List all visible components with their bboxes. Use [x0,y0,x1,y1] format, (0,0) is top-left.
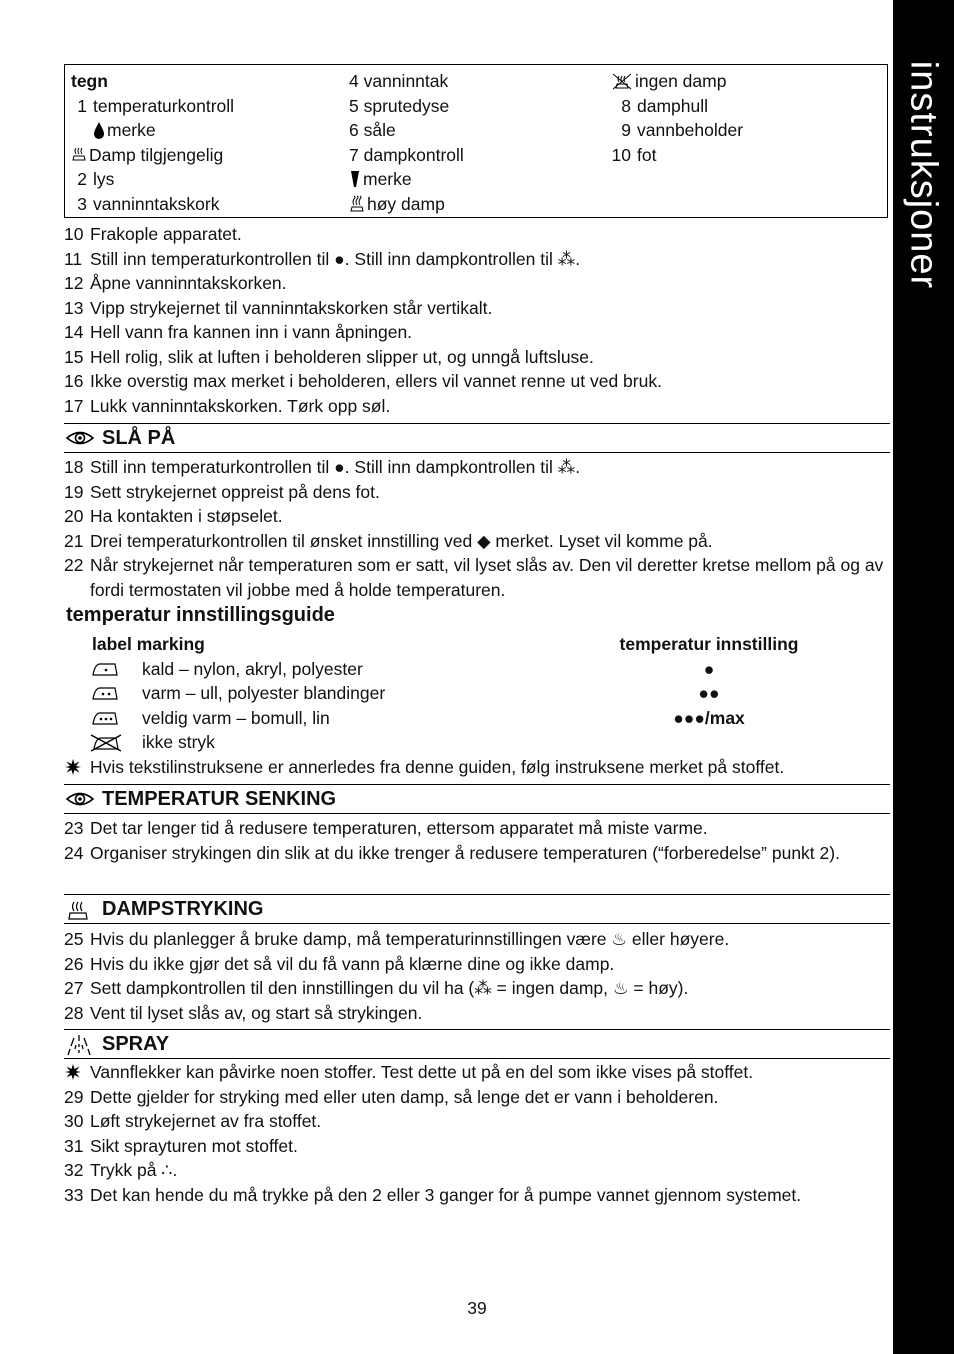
guide-row: varm – ull, polyester blandinger ●● [64,681,890,706]
legend-col-2 [349,69,464,216]
no-steam-icon [611,72,633,90]
guide-note: Hvis tekstilinstruksene er annerledes fra denne guiden, følg instruksene merket på stoffet. [64,755,890,780]
guide-title: temperatur innstillingsguide [66,604,335,626]
section-title: SLÅ PÅ [102,427,176,449]
iron-2dot-icon [90,685,120,701]
eye-icon [66,788,94,810]
step-item: 14 Hell vann fra kannen inn i vann åpningen. [64,322,413,342]
legend-item: merke [71,118,234,143]
step-item: 15 Hell rolig, slik at luften i beholderen slipper ut, og unngå luftsluse. [64,346,594,367]
legend-col-3 [611,69,743,167]
legend-item: Damp tilgjengelig [71,143,234,168]
step-item: 31 Sikt sprayturen mot stoffet. [64,1135,298,1156]
steps-temp [64,816,890,865]
section-header-spray [64,1029,890,1059]
no-iron-icon [90,734,122,752]
high-steam-icon [349,195,365,213]
step-item: 12 Åpne vanninntakskorken. [64,273,287,293]
steps-spray [64,1060,890,1207]
legend-item: 8 damphull [621,95,709,116]
pointer-icon [349,170,361,188]
step-item: 10 Frakople apparatet. [64,224,242,244]
steps-on [64,455,890,602]
step-item: 16 Ikke overstig max merket i beholderen, ellers vil vannet renne ut ved bruk. [64,371,662,391]
step-item: 17 Lukk vanninntakskorken. Tørk opp søl. [64,395,391,416]
step-item: 11 Still inn temperaturkontrollen til ●. Still inn dampkontrollen til ⁂. [64,248,581,269]
sidebar-title: instruksjoner [902,60,945,290]
guide-header-row [64,632,890,657]
legend-item: 10 fot [611,144,657,165]
section-header-temp [64,784,890,814]
guide-row: veldig varm – bomull, lin ●●●/max [64,706,890,731]
section-header-on [64,423,890,453]
steps-steam [64,927,890,1025]
step-item: 27 Sett dampkontrollen til den innstillingen du vil ha (⁂ = ingen damp, ♨ = høy). [64,978,689,998]
guide-col-label: label marking [92,634,205,654]
legend-item: 3 vanninntakskork [77,193,220,214]
page-number: 39 [467,1298,487,1318]
steps-fill [64,222,890,418]
iron-1dot-icon [90,661,120,677]
step-item: 24 Organiser strykingen din slik at du ikke trenger å redusere temperaturen (“forberedelse” punkt 2). [64,842,840,863]
section-title: SPRAY [102,1033,170,1055]
legend-item: 9 vannbeholder [621,120,744,140]
iron-3dot-icon [90,710,120,726]
legend-item: 2 lys [77,169,115,189]
step-item: 13 Vipp strykejernet til vanninntakskorken står vertikalt. [64,297,493,318]
step-item: 23 Det tar lenger tid å redusere temperaturen, ettersom apparatet må miste varme. [64,818,708,838]
legend-item: 4 vanninntak [349,71,449,91]
legend-item: 6 såle [349,120,396,140]
spray-note: Vannflekker kan påvirke noen stoffer. Test dette ut på en del som ikke vises på stoffet. [64,1060,890,1085]
section-title: TEMPERATUR SENKING [102,788,337,810]
section-title: DAMPSTRYKING [102,898,264,920]
temperature-guide [64,632,890,779]
guide-row: kald – nylon, akryl, polyester ● [64,657,890,682]
step-item: 19 Sett strykejernet oppreist på dens fot. [64,481,380,502]
section-header-steam [64,894,890,924]
star-icon [64,758,82,776]
step-item: 33 Det kan hende du må trykke på den 2 eller 3 ganger for å pumpe vannet gjennom systemet. [64,1184,802,1205]
drop-icon [93,121,105,139]
legend-item: merke [349,167,464,192]
step-item: 21 Drei temperaturkontrollen til ønsket innstilling ved ◆ merket. Lyset vil komme på. [64,530,713,551]
steam-icon [66,898,90,922]
legend-item: 1 temperaturkontroll [77,95,235,116]
step-item: 26 Hvis du ikke gjør det så vil du få vann på klærne dine og ikke damp. [64,953,615,974]
legend-col-1 [71,69,234,216]
step-item: 20 Ha kontakten i støpselet. [64,506,283,526]
step-item: 28 Vent til lyset slås av, og start så strykingen. [64,1002,423,1023]
step-item: 30 Løft strykejernet av fra stoffet. [64,1111,322,1131]
step-item: 22 Når strykejernet når temperaturen som er satt, vil lyset slås av. Den vil deretter kretse mellom på og av fordi termostaten vil jobbe med å holde temperaturen. [64,555,884,600]
legend-title: tegn [71,71,108,91]
legend-item: høy damp [349,192,464,217]
guide-row: ikke stryk [64,730,890,755]
step-item: 25 Hvis du planlegger å bruke damp, må temperaturinnstillingen være ♨ eller høyere. [64,929,730,949]
guide-col-temp: temperatur innstilling [619,634,799,654]
eye-icon [66,427,94,449]
star-icon [64,1063,82,1081]
legend-item: 7 dampkontroll [349,144,464,165]
legend-box [64,64,888,218]
legend-item: 5 sprutedyse [349,95,450,116]
spray-icon [66,1033,92,1059]
steam-icon [71,146,87,164]
step-item: 18 Still inn temperaturkontrollen til ●. Still inn dampkontrollen til ⁂. [64,457,581,477]
step-item: 29 Dette gjelder for stryking med eller uten damp, så lenge det er vann i beholderen. [64,1086,719,1107]
legend-item: ingen damp [611,69,743,94]
step-item: 32 Trykk på ∴. [64,1160,178,1180]
